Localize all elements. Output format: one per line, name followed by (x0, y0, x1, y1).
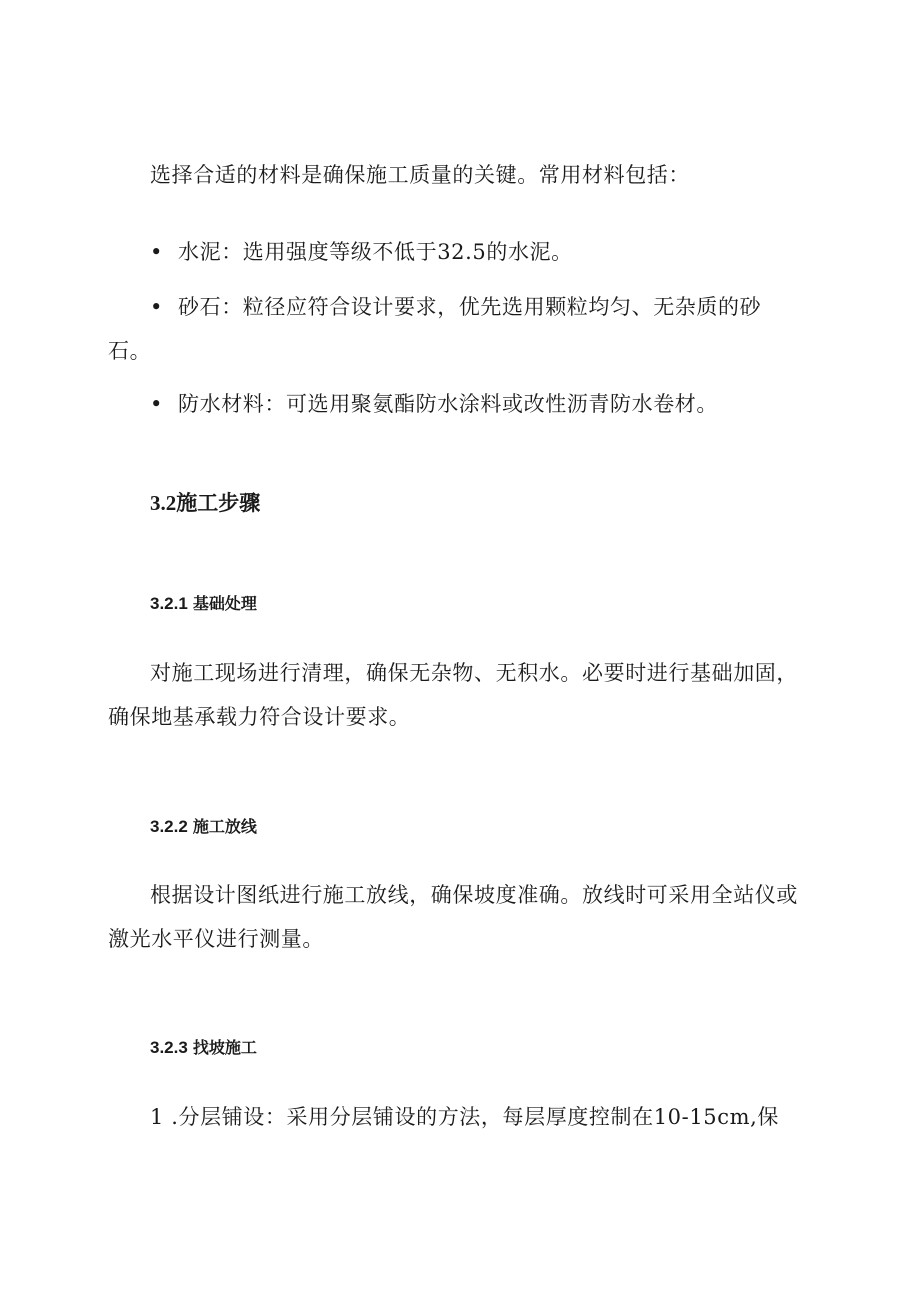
section-number: 3.2 (150, 491, 177, 515)
subsection-heading-2 (150, 815, 257, 839)
subsection-body-1: 对施工现场进行清理，确保无杂物、无积水。必要时进行基础加固，确保地基承载力符合设计要求。 (108, 661, 798, 729)
bullet-item-cement (108, 230, 802, 274)
subsection-title: 基础处理 (192, 594, 257, 613)
subsection-title: 施工放线 (192, 817, 257, 836)
intro-paragraph: 选择合适的材料是确保施工质量的关键。常用材料包括： (150, 163, 690, 187)
subsection-title: 找坡施工 (192, 1038, 257, 1057)
bullet-text: 水泥：选用强度等级不低于32.5的水泥。 (178, 240, 573, 264)
subsection-number: 3.2.1 (150, 594, 188, 613)
subsection-body-2: 根据设计图纸进行施工放线，确保坡度准确。放线时可采用全站仪或激光水平仪进行测量。 (108, 883, 798, 951)
bullet-text: 防水材料：可选用聚氨酯防水涂料或改性沥青防水卷材。 (178, 392, 718, 416)
subsection-number: 3.2.2 (150, 817, 188, 836)
bullet-item-waterproof (108, 382, 802, 426)
bullet-marker: • (150, 392, 163, 416)
subsection-heading-1 (150, 592, 257, 616)
bullet-text: 砂石：粒径应符合设计要求，优先选用颗粒均匀、无杂质的砂石。 (108, 295, 762, 363)
subsection-body-3: 1 .分层铺设：采用分层铺设的方法，每层厚度控制在10-15cm,保 (150, 1105, 779, 1129)
bullet-marker: • (150, 295, 163, 319)
subsection-number: 3.2.3 (150, 1038, 188, 1057)
bullet-item-sand (108, 285, 802, 373)
section-heading (150, 488, 260, 518)
bullet-marker: • (150, 240, 163, 264)
subsection-heading-3 (150, 1036, 257, 1060)
section-title: 施工步骤 (176, 490, 261, 515)
